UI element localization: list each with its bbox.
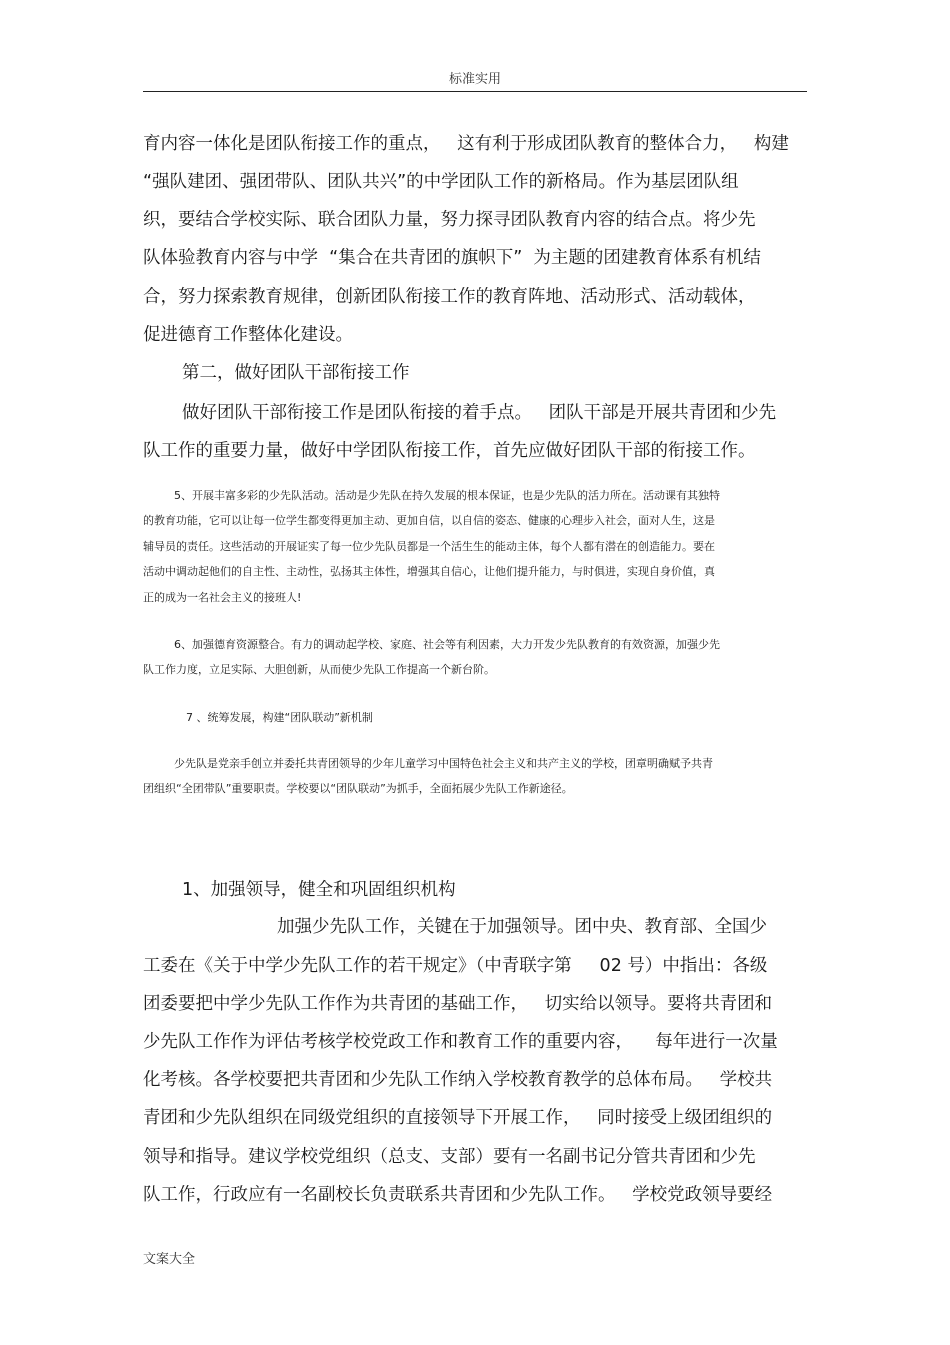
small-paragraph-line: 辅导员的责任。这些活动的开展证实了每一位少先队员都是一个活生生的能动主体，每个人都有潜在的创造能力。要在 [143,540,715,553]
paragraph-line: 合，努力探索教育规律，创新团队衔接工作的教育阵地、活动形式、活动载体， [143,287,756,307]
small-paragraph-line: 的教育功能，它可以让每一位学生都变得更加主动、更加自信，以自信的姿态、健康的心理步入社会，面对人生，这是 [143,514,715,527]
section-heading: 1、加强领导，健全和巩固组织机构 [182,880,456,900]
paragraph-line: 织，要结合学校实际、联合团队力量，努力探寻团队教育内容的结合点。将少先 [143,210,756,230]
page-footer: 文案大全 [143,1252,196,1267]
section-heading: 第二，做好团队干部衔接工作 [182,363,410,383]
paragraph-line: 做好团队干部衔接工作是团队衔接的着手点。 团队干部是开展共青团和少先 [182,403,777,423]
paragraph-line: 促进德育工作整体化建设。 [143,325,353,345]
small-paragraph-line: 5、开展丰富多彩的少先队活动。活动是少先队在持久发展的根本保证，也是少先队的活力所在。活动课有其独特 [174,489,720,502]
paragraph-line: 少先队工作作为评估考核学校党政工作和教育工作的重要内容， 每年进行一次量 [143,1032,778,1052]
paragraph-line: 加强少先队工作，关键在于加强领导。团中央、教育部、全国少 [277,917,767,937]
paragraph-line: 领导和指导。建议学校党组织（总支、支部）要有一名副书记分管共青团和少先 [143,1147,756,1167]
page-header: 标准实用 [448,72,501,87]
paragraph-line: 育内容一体化是团队衔接工作的重点， 这有利于形成团队教育的整体合力， 构建 [143,134,789,154]
small-paragraph-line: 正的成为一名社会主义的接班人! [143,591,302,604]
small-heading: 7 、统筹发展，构建“团队联动”新机制 [186,711,373,724]
paragraph-line: 队工作，行政应有一名副校长负责联系共青团和少先队工作。 学校党政领导要经 [143,1185,773,1205]
small-paragraph-line: 少先队是党亲手创立并委托共青团领导的少年儿童学习中国特色社会主义和共产主义的学校，团章明确赋予共青 [174,757,713,770]
paragraph-line: 工委在《关于中学少先队工作的若干规定》（中青联字第 02 号）中指出：各级 [143,956,768,976]
small-paragraph-line: 队工作力度，立足实际、大胆创新，从而使少先队工作提高一个新台阶。 [143,663,495,676]
paragraph-line: 队工作的重要力量，做好中学团队衔接工作，首先应做好团队干部的衔接工作。 [143,441,756,461]
paragraph-line: 队体验教育内容与中学 “集合在共青团的旗帜下” 为主题的团建教育体系有机结 [143,248,761,268]
small-paragraph-line: 活动中调动起他们的自主性、主动性，弘扬其主体性，增强其自信心，让他们提升能力，与时俱进，实现自身价值，真 [143,565,715,578]
header-divider [143,91,807,92]
paragraph-line: 青团和少先队组织在同级党组织的直接领导下开展工作， 同时接受上级团组织的 [143,1108,773,1128]
paragraph-line: 化考核。各学校要把共青团和少先队工作纳入学校教育教学的总体布局。 学校共 [143,1070,773,1090]
small-paragraph-line: 6、加强德育资源整合。有力的调动起学校、家庭、社会等有利因素，大力开发少先队教育的有效资源，加强少先 [174,638,720,651]
small-paragraph-line: 团组织“全团带队”重要职责。学校要以“团队联动”为抓手，全面拓展少先队工作新途径。 [143,782,573,795]
paragraph-line: 团委要把中学少先队工作作为共青团的基础工作， 切实给以领导。要将共青团和 [143,994,773,1014]
paragraph-line: “强队建团、强团带队、团队共兴”的中学团队工作的新格局。作为基层团队组 [143,172,739,192]
